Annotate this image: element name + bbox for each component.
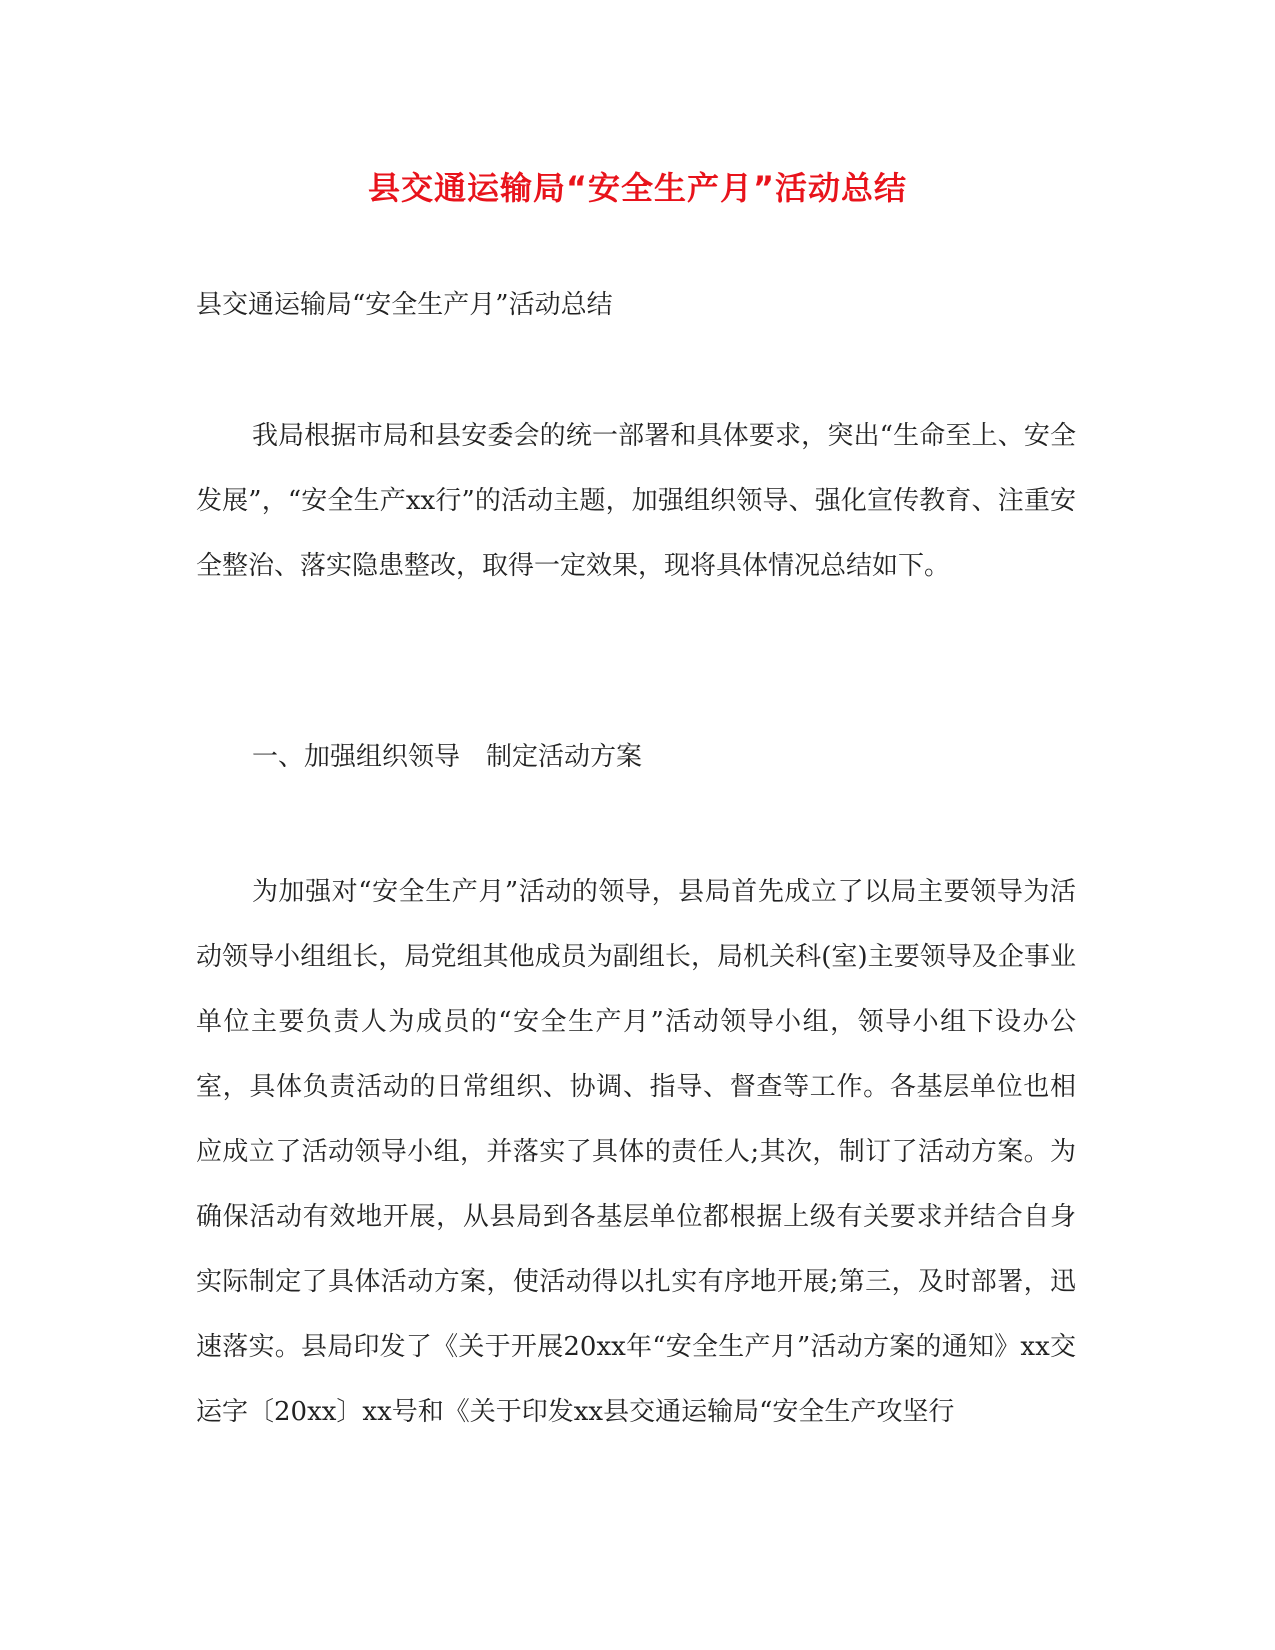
intro-paragraph: 我局根据市局和县安委会的统一部署和具体要求，突出“生命至上、安全发展”，“安全生产xx行”的活动主题，加强组织领导、强化宣传教育、注重安全整治、落实隐患整改，取得一定效果，现将具体情况总结如下。	[196, 421, 1076, 581]
document-title: 县交通运输局“安全生产月”活动总结	[367, 169, 908, 207]
document-subtitle: 县交通运输局“安全生产月”活动总结	[196, 290, 613, 320]
section-heading: 一、加强组织领导 制定活动方案	[252, 742, 643, 772]
section-paragraph: 为加强对“安全生产月”活动的领导，县局首先成立了以局主要领导为活动领导小组组长，局党组其他成员为副组长，局机关科(室)主要领导及企事业单位主要负责人为成员的“安全生产月”活动领导小组，领导小组下设办公室，具体负责活动的日常组织、协调、指导、督查等工作。各基层单位也相应成立了活动领导小组，并落实了具体的责任人;其次，制订了活动方案。为确保活动有效地开展，从县局到各基层单位都根据上级有关要求并结合自身实际制定了具体活动方案，使活动得以扎实有序地开展;第三，及时部署，迅速落实。县局印发了《关于开展20xx年“安全生产月”活动方案的通知》xx交运字〔20xx〕xx号和《关于印发xx县交通运输局“安全生产攻坚行	[196, 877, 1076, 1427]
